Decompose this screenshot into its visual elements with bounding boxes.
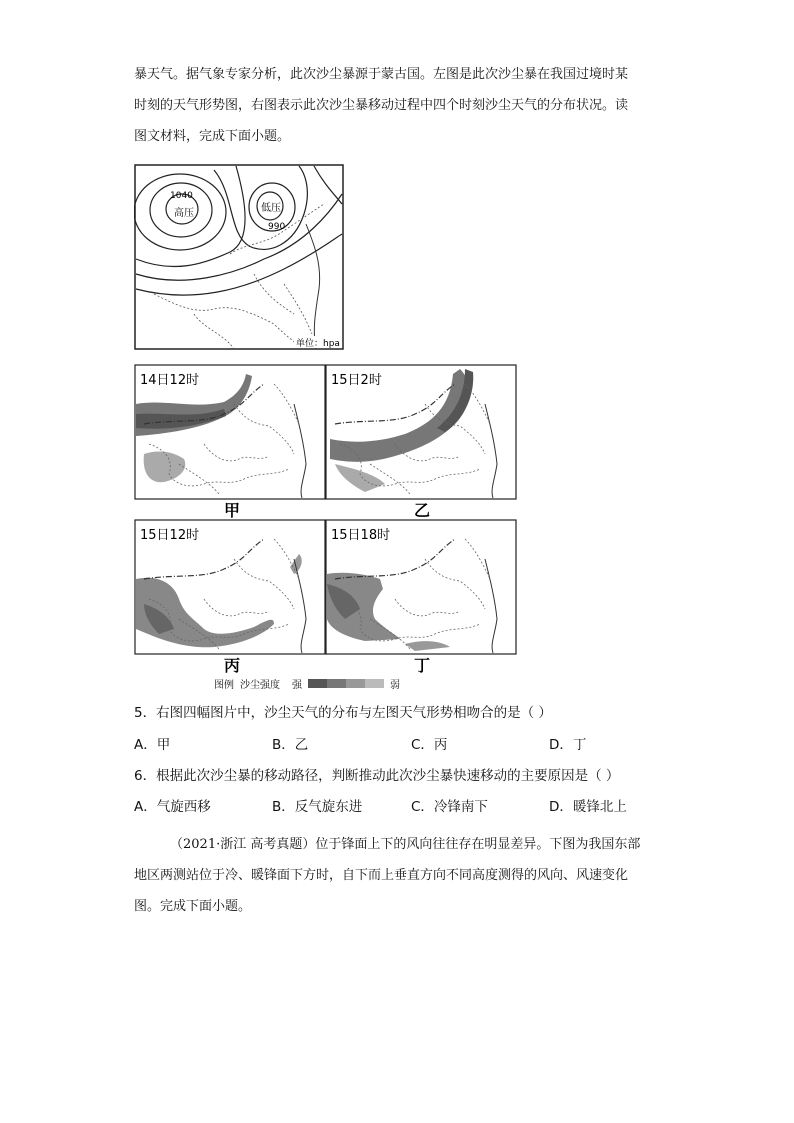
- panel-time: 15日18时: [331, 528, 391, 543]
- low-pressure-value: 990: [268, 222, 286, 232]
- q5-option-b[interactable]: B．乙: [272, 737, 309, 753]
- intro2-line: （2021·浙江 高考真题）位于锋面上下的风向往往存在明显差异。下图为我国东部: [170, 837, 641, 852]
- intro2-line: 地区两测站位于冷、暖锋面下方时，自下而上垂直方向不同高度测得的风向、风速变化: [134, 868, 629, 883]
- legend-strong: 强: [292, 680, 302, 691]
- legend-weak: 弱: [390, 680, 400, 691]
- panel-label-yi: 乙: [414, 501, 431, 520]
- q5-option-a[interactable]: A．甲: [134, 737, 171, 753]
- panel-label-bing: 丙: [224, 656, 241, 675]
- legend-swatch: [346, 679, 365, 688]
- question-5-stem: 5．右图四幅图片中，沙尘天气的分布与左图天气形势相吻合的是（ ）: [134, 705, 552, 721]
- intro-line: 图文材料，完成下面小题。: [134, 129, 291, 144]
- q6-option-b[interactable]: B．反气旋东进: [272, 799, 363, 815]
- panel-time: 15日12时: [140, 528, 200, 543]
- panel-label-ding: 丁: [414, 656, 431, 675]
- low-pressure-label: 低压: [261, 203, 281, 214]
- legend-swatch: [308, 679, 327, 688]
- intro-paragraph: [134, 59, 662, 152]
- intro-line: 暴天气。据气象专家分析，此次沙尘暴源于蒙古国。左图是此次沙尘暴在我国过境时某: [134, 67, 629, 82]
- dust-panel-jia: [135, 365, 325, 499]
- intro2-paragraph: [134, 829, 662, 922]
- q6-option-c[interactable]: C．冷锋南下: [411, 799, 488, 815]
- q5-option-d[interactable]: D．丁: [549, 737, 587, 753]
- dust-panel-yi: [326, 365, 516, 499]
- q6-option-a[interactable]: A．气旋西移: [134, 799, 211, 815]
- legend-title: 图例: [214, 680, 234, 691]
- question-6-stem: 6．根据此次沙尘暴的移动路径，判断推动此次沙尘暴快速移动的主要原因是（ ）: [134, 768, 620, 784]
- intro-line: 时刻的天气形势图，右图表示此次沙尘暴移动过程中四个时刻沙尘天气的分布状况。读: [134, 98, 629, 113]
- dust-panel-bing: [135, 520, 325, 654]
- panel-label-jia: 甲: [224, 501, 241, 520]
- unit-label: 单位：hpa: [296, 339, 340, 349]
- q5-option-c[interactable]: C．丙: [411, 737, 448, 753]
- panel-time: 14日12时: [140, 373, 200, 388]
- legend-swatch: [327, 679, 346, 688]
- q6-option-d[interactable]: D．暖锋北上: [549, 799, 627, 815]
- high-pressure-label: 高压: [174, 208, 194, 219]
- dust-legend: [214, 676, 400, 691]
- dust-maps: [134, 364, 518, 676]
- panel-time: 15日2时: [331, 373, 382, 388]
- dust-panel-ding: [326, 520, 516, 654]
- legend-name: 沙尘强度: [240, 680, 280, 691]
- weather-map: [134, 164, 344, 350]
- intro2-line: 图。完成下面小题。: [134, 899, 252, 914]
- legend-swatch: [365, 679, 384, 688]
- high-pressure-value: 1040: [170, 191, 193, 201]
